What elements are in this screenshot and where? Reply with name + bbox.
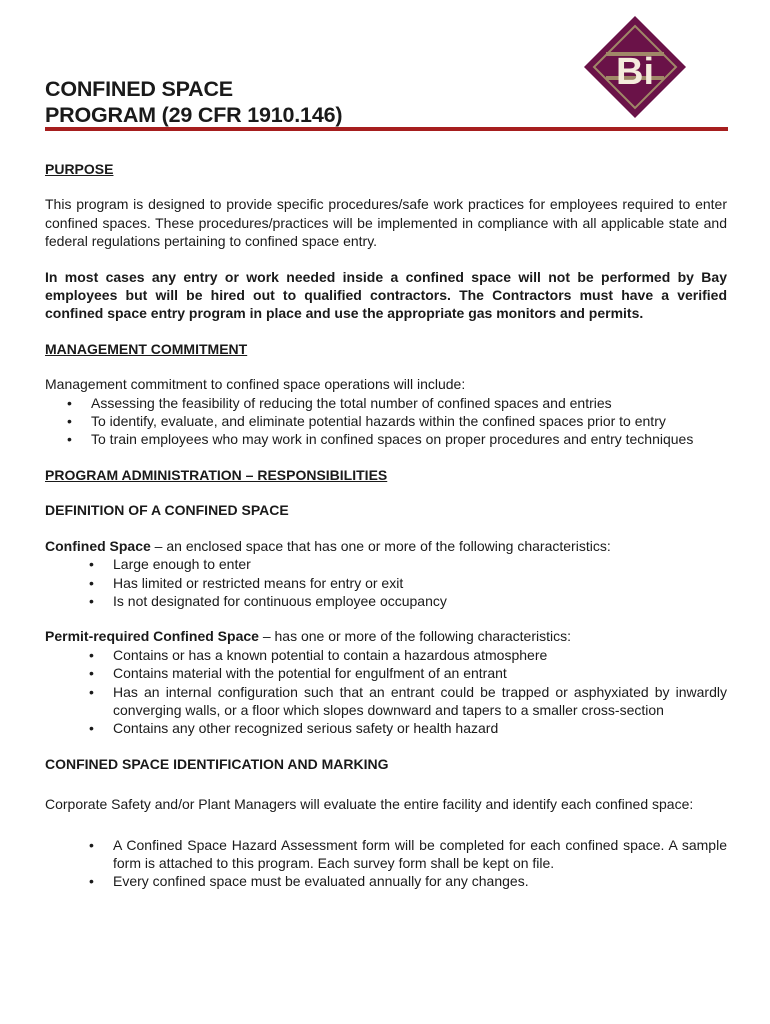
list-item: • Large enough to enter (45, 555, 727, 573)
permit-space-desc: – has one or more of the following characteristics: (258, 628, 571, 645)
permit-space-definition (45, 627, 727, 645)
list-item: • To train employees who may work in confined spaces on proper procedures and entry techniques (45, 430, 727, 448)
confined-space-definition (45, 537, 727, 555)
list-item: • A Confined Space Hazard Assessment form will be completed for each confined space. A sample form is attached to this program. Each survey form shall be kept on file. (45, 836, 727, 873)
title-line-2: PROGRAM (29 CFR 1910.146) (45, 103, 343, 127)
management-heading: MANAGEMENT COMMITMENT (45, 340, 248, 357)
company-logo (582, 14, 688, 120)
list-item: • Contains or has a known potential to contain a hazardous atmosphere (45, 646, 727, 664)
confined-space-list (45, 555, 727, 610)
list-item: • Every confined space must be evaluated annually for any changes. (45, 872, 727, 890)
purpose-paragraph: This program is designed to provide specific procedures/safe work practices for employees required to enter confined spaces. These procedures/practices will be implemented in compliance with all applicable state and federal regulations pertaining to confined space entry. (45, 196, 727, 250)
purpose-bold-paragraph: In most cases any entry or work needed inside a confined space will not be performed by Bay employees but will be hired out to qualified contractors. The Contractors must have a verified confined space entry program in place and use the appropriate gas monitors and permits. (45, 268, 727, 322)
permit-space-term: Permit-required Confined Space (45, 628, 259, 645)
list-item: • Contains material with the potential for engulfment of an entrant (45, 664, 727, 682)
list-item: • To identify, evaluate, and eliminate potential hazards within the confined spaces prior to entry (45, 412, 727, 430)
purpose-heading: PURPOSE (45, 161, 114, 177)
page-title (45, 76, 342, 128)
identification-list (45, 836, 727, 891)
management-list (45, 394, 727, 449)
title-rule (45, 127, 728, 131)
management-intro: Management commitment to confined space operations will include: (45, 376, 466, 393)
identification-paragraph: Corporate Safety and/or Plant Managers will evaluate the entire facility and identify each confined space: (45, 796, 694, 813)
identification-heading: CONFINED SPACE IDENTIFICATION AND MARKING (45, 755, 389, 772)
title-line-1: CONFINED SPACE (45, 77, 233, 101)
list-item: • Is not designated for continuous employee occupancy (45, 592, 727, 610)
permit-space-list (45, 646, 727, 738)
logo-letters: Bi (616, 51, 654, 93)
list-item: • Contains any other recognized serious safety or health hazard (45, 719, 727, 737)
document-body (45, 160, 727, 891)
list-item: • Has an internal configuration such that an entrant could be trapped or asphyxiated by inwardly converging walls, or a floor which slopes downward and tapers to a smaller cross-section (45, 683, 727, 720)
definition-heading: DEFINITION OF A CONFINED SPACE (45, 502, 289, 519)
confined-space-desc: – an enclosed space that has one or more of the following characteristics: (150, 537, 611, 554)
admin-heading: PROGRAM ADMINISTRATION – RESPONSIBILITIES (45, 466, 388, 483)
list-item: • Has limited or restricted means for entry or exit (45, 574, 727, 592)
list-item: • Assessing the feasibility of reducing the total number of confined spaces and entries (45, 394, 727, 412)
confined-space-term: Confined Space (45, 537, 151, 554)
